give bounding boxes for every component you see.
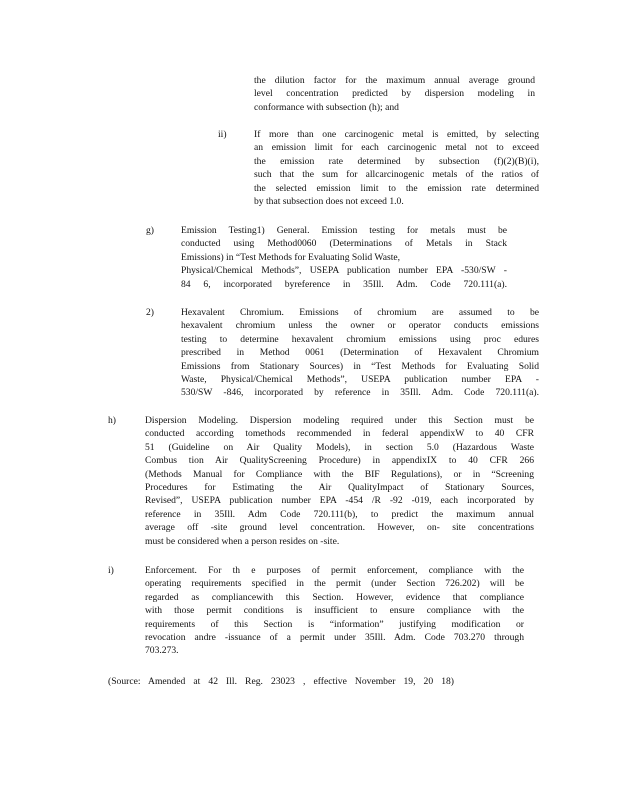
text-line: Dispersion Modeling. Dispersion modeling required under this Section must be [145, 415, 534, 426]
item-g-marker: g) [146, 225, 154, 236]
text-line: prescribed in Method 0061 (Determination of Hexavalent Chromium [181, 347, 539, 359]
text-line: reference in 35Ill. Adm Code 720.111(b), to predict the maximum annual [145, 508, 534, 520]
item-h-marker: h) [108, 415, 116, 426]
item-g-text [181, 224, 507, 291]
text-line: revocation andre -issuance of a permit under 35Ill. Adm. Code 703.270 through [145, 632, 524, 644]
text-line: requirements of this Section is “information” justifying modification or [145, 618, 524, 630]
text-line: 703.273. [145, 645, 179, 657]
text-line: an emission limit for each carcinogenic metal not to exceed [254, 142, 539, 154]
text-line: conducted using Method0060 (Determinations of Metals in Stack [181, 238, 507, 250]
text-line: hexavalent chromium unless the owner or operator conducts emissions [181, 320, 539, 332]
text-line: Emission Testing1) General. Emission testing for metals must be [181, 225, 507, 236]
text-line: must be considered when a person resides on -site. [145, 535, 340, 547]
text-line: regarded as compliancewith this Section. However, evidence that compliance [145, 591, 524, 603]
top-continuation [254, 74, 535, 114]
text-line: Enforcement. For th e purposes of permit enforcement, compliance with the [145, 565, 524, 576]
text-line: the emission rate determined by subsection (f)(2)(B)(i), [254, 155, 539, 167]
text-line: Waste, Physical/Chemical Methods”, USEPA publication number EPA - [181, 374, 539, 386]
text-line: 84 6, incorporated byreference in 35Ill. Adm. Code 720.111(a). [181, 278, 507, 290]
item-h-text [145, 414, 534, 548]
text-line: the dilution factor for the maximum annual average ground [254, 75, 535, 86]
text-line: (Methods Manual for Compliance with the BIF Regulations), or in “Screening [145, 468, 534, 480]
text-line: conformance with subsection (h); and [254, 101, 399, 113]
item-ii-marker: ii) [218, 129, 227, 140]
source-note [108, 675, 454, 688]
item-i-text [145, 564, 524, 658]
text-line: the selected emission limit to the emission rate determined [254, 182, 539, 194]
text-line: Revised”, USEPA publication number EPA -454 /R -92 -019, each incorporated by [145, 495, 534, 507]
item-2-marker: 2) [146, 307, 154, 318]
text-line: If more than one carcinogenic metal is emitted, by selecting [254, 129, 539, 140]
text-line: Hexavalent Chromium. Emissions of chromium are assumed to be [181, 307, 539, 318]
text-line: Combus tion Air QualityScreening Procedure) in appendixIX to 40 CFR 266 [145, 455, 534, 467]
text-line: average off -site ground level concentration. However, on- site concentrations [145, 522, 534, 534]
text-line: level concentration predicted by dispersion modeling in [254, 88, 535, 100]
item-i-marker: i) [108, 565, 114, 576]
text-line: Emissions) in “Test Methods for Evaluating Solid Waste, [181, 251, 401, 263]
source-note-text: (Source: Amended at 42 Ill. Reg. 23023 , effective November 19, 20 18) [108, 676, 454, 687]
text-line: Physical/Chemical Methods”, USEPA publication number EPA -530/SW - [181, 265, 507, 277]
text-line: Procedures for Estimating the Air QualityImpact of Stationary Sources, [145, 482, 534, 494]
text-line: Emissions from Stationary Sources) in “Test Methods for Evaluating Solid [181, 360, 539, 372]
text-line: with those permit conditions is insufficient to ensure compliance with the [145, 605, 524, 617]
text-line: 51 (Guideline on Air Quality Models), in section 5.0 (Hazardous Waste [145, 441, 534, 453]
text-line: testing to determine hexavalent chromium emissions using proc edures [181, 333, 539, 345]
text-line: operating requirements specified in the permit (under Section 726.202) will be [145, 578, 524, 590]
text-line: by that subsection does not exceed 1.0. [254, 196, 404, 208]
text-line: conducted according tomethods recommended in federal appendixW to 40 CFR [145, 428, 534, 440]
item-ii-text [254, 128, 539, 208]
item-2-text [181, 306, 539, 400]
text-line: 530/SW -846, incorporated by reference in 35Ill. Adm. Code 720.111(a). [181, 387, 539, 399]
text-line: such that the sum for allcarcinogenic metals of the ratios of [254, 169, 539, 181]
